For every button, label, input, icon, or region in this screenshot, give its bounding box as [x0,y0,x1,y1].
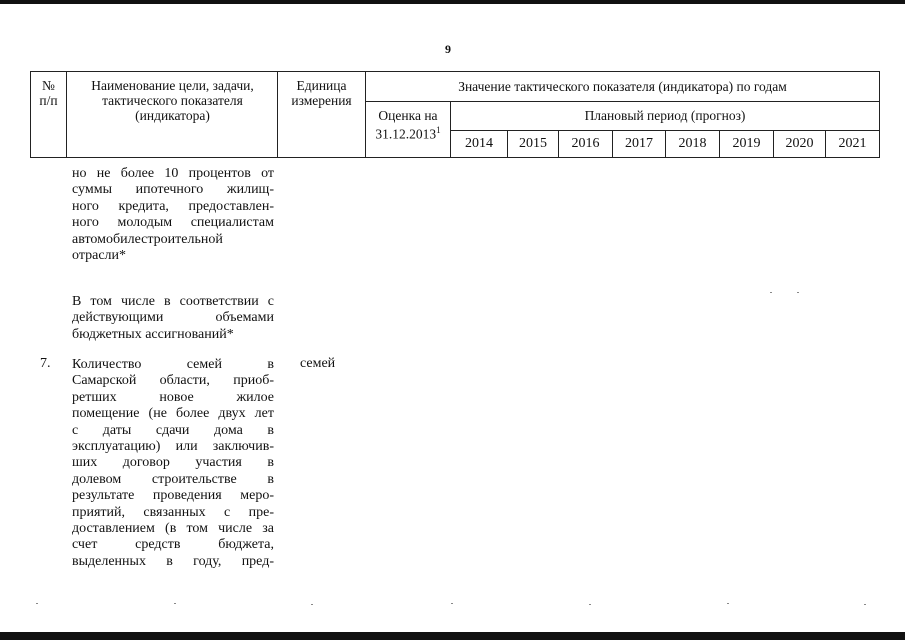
bottom-border-bar [0,632,905,640]
table-row [72,294,274,343]
row-unit: семей [300,356,336,371]
top-border-bar [0,0,905,4]
year-2021: 2021 [838,136,867,151]
row-text-line: суммы ипотечного жилищ- [72,182,274,198]
header-number-column: № п/п [39,78,58,108]
year-2017: 2017 [625,136,653,151]
row-text-line: бюджетных ассигнований* [72,326,234,342]
year-2018: 2018 [678,136,707,151]
row-text-line: результате проведения меро- [72,488,274,504]
row-text-line: выделенных в году, пред- [72,553,274,569]
page-number: 9 [445,42,451,56]
year-2016: 2016 [571,136,600,151]
header-estimate-column: Оценка на 31.12.2013$^1$ [375,108,441,142]
row-text-line: В том числе в соответствии с [72,294,274,309]
row-text-line: счет средств бюджета, [72,537,274,553]
header-name-column: Наименование цели, задачи, тактического показателя (индикатора) [91,78,254,123]
table-row [72,357,274,570]
row-text-line: с даты сдачи дома в [72,422,274,438]
year-2014: 2014 [465,136,493,151]
row-text-line: помещение (не более двух лет [72,406,274,422]
year-2019: 2019 [732,136,761,151]
row-text-line: отрасли* [72,248,127,264]
header-unit-column: Единица измерения [291,78,352,108]
year-2020: 2020 [785,136,814,151]
row-text-line: автомобилестроительной [72,231,223,247]
year-2015: 2015 [519,136,547,151]
row-text-line: эксплуатацию) или заключив- [72,439,274,455]
row-text-line: но не более 10 процентов от [72,166,274,181]
row-number: 7. [40,356,51,371]
row-text-line: долевом строительстве в [72,471,274,487]
table-row [72,166,274,264]
row-text-line: Самарской области, приоб- [72,373,274,389]
row-text-line: ного кредита, предоставлен- [72,198,274,214]
row-text-line: ретших новое жилое [72,389,274,405]
header-values-by-year: Значение тактического показателя (индикатора) по годам [458,79,787,94]
row-text-line: ного молодым специалистам [72,215,274,231]
header-plan-period: Плановый период (прогноз) [584,108,746,123]
row-text-line: ших договор участия в [72,455,274,471]
row-text-line: доставлением (в том числе за [72,521,274,537]
footnote-marker: 1 [436,125,441,135]
row-text-line: действующими объемами [72,310,274,326]
row-text-line: Количество семей в [72,357,274,372]
row-text-line: приятий, связанных с пре- [72,504,274,520]
